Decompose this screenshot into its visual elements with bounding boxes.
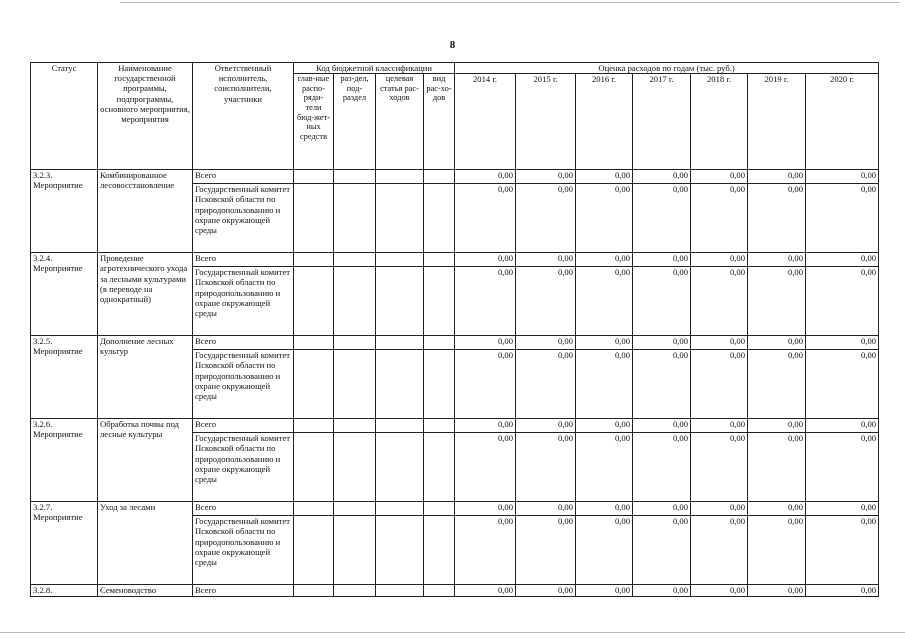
- header-status: Статус: [31, 63, 98, 170]
- value-cell: 0,00: [455, 170, 516, 184]
- value-cell: 0,00: [691, 419, 748, 433]
- value-cell: 0,00: [633, 184, 691, 253]
- table-row: [31, 170, 879, 184]
- value-cell: 0,00: [806, 350, 879, 419]
- value-cell: 0,00: [691, 170, 748, 184]
- code-cell: [424, 502, 455, 516]
- header-name: Наименование государственной программы, подпрограммы, основного мероприятия, мероприятия: [98, 63, 193, 170]
- page-number: 8: [449, 39, 456, 51]
- budget-table: [30, 62, 879, 597]
- code-cell: [424, 267, 455, 336]
- row-total-label: Всего: [193, 170, 294, 184]
- header-year: 2020 г.: [806, 74, 879, 170]
- value-cell: 0,00: [633, 267, 691, 336]
- row-total-label: Всего: [193, 419, 294, 433]
- value-cell: 0,00: [691, 516, 748, 585]
- code-cell: [294, 502, 334, 516]
- value-cell: 0,00: [516, 336, 576, 350]
- value-cell: 0,00: [633, 419, 691, 433]
- code-cell: [424, 433, 455, 502]
- scan-edge-line: [120, 2, 900, 3]
- value-cell: 0,00: [576, 184, 633, 253]
- table-row: [31, 419, 879, 433]
- value-cell: 0,00: [633, 433, 691, 502]
- value-cell: 0,00: [576, 516, 633, 585]
- code-cell: [334, 516, 376, 585]
- value-cell: 0,00: [806, 267, 879, 336]
- value-cell: 0,00: [576, 267, 633, 336]
- value-cell: 0,00: [748, 585, 806, 597]
- value-cell: 0,00: [576, 350, 633, 419]
- value-cell: 0,00: [516, 350, 576, 419]
- code-cell: [294, 336, 334, 350]
- value-cell: 0,00: [516, 585, 576, 597]
- header-year: 2017 г.: [633, 74, 691, 170]
- code-cell: [334, 253, 376, 267]
- value-cell: 0,00: [748, 433, 806, 502]
- code-cell: [294, 433, 334, 502]
- value-cell: 0,00: [516, 433, 576, 502]
- value-cell: 0,00: [516, 419, 576, 433]
- value-cell: 0,00: [806, 433, 879, 502]
- value-cell: 0,00: [455, 253, 516, 267]
- code-cell: [376, 253, 424, 267]
- code-cell: [376, 350, 424, 419]
- value-cell: 0,00: [806, 502, 879, 516]
- header-code-col: раз-дел, под-раздел: [334, 74, 376, 170]
- header-year: 2018 г.: [691, 74, 748, 170]
- header-responsible: Ответственный исполнитель, соисполнители, участники: [193, 63, 294, 170]
- code-cell: [334, 350, 376, 419]
- value-cell: 0,00: [633, 170, 691, 184]
- code-cell: [294, 350, 334, 419]
- value-cell: 0,00: [576, 253, 633, 267]
- value-cell: 0,00: [576, 502, 633, 516]
- value-cell: 0,00: [691, 253, 748, 267]
- row-total-label: Всего: [193, 502, 294, 516]
- value-cell: 0,00: [748, 336, 806, 350]
- value-cell: 0,00: [455, 585, 516, 597]
- code-cell: [294, 253, 334, 267]
- header-year: 2019 г.: [748, 74, 806, 170]
- header-year: 2016 г.: [576, 74, 633, 170]
- table-row: [31, 585, 879, 597]
- code-cell: [376, 585, 424, 597]
- code-cell: [294, 170, 334, 184]
- header-year: 2015 г.: [516, 74, 576, 170]
- code-cell: [294, 419, 334, 433]
- value-cell: 0,00: [516, 170, 576, 184]
- value-cell: 0,00: [633, 350, 691, 419]
- scan-edge-line: [0, 632, 905, 633]
- value-cell: 0,00: [691, 267, 748, 336]
- code-cell: [376, 184, 424, 253]
- value-cell: 0,00: [455, 350, 516, 419]
- code-cell: [376, 170, 424, 184]
- row-status: 3.2.5. Мероприятие: [31, 336, 98, 419]
- code-cell: [294, 184, 334, 253]
- code-cell: [334, 336, 376, 350]
- value-cell: 0,00: [633, 253, 691, 267]
- value-cell: 0,00: [455, 516, 516, 585]
- value-cell: 0,00: [748, 502, 806, 516]
- row-total-label: Всего: [193, 336, 294, 350]
- row-status: 3.2.6. Мероприятие: [31, 419, 98, 502]
- code-cell: [424, 184, 455, 253]
- code-cell: [334, 585, 376, 597]
- value-cell: 0,00: [748, 516, 806, 585]
- code-cell: [424, 419, 455, 433]
- row-responsible: Государственный комитет Псковской области по природопользованию и охране окружающей среды: [193, 350, 294, 419]
- code-cell: [376, 433, 424, 502]
- row-responsible: Государственный комитет Псковской области по природопользованию и охране окружающей среды: [193, 433, 294, 502]
- code-cell: [294, 585, 334, 597]
- value-cell: 0,00: [455, 336, 516, 350]
- row-total-label: Всего: [193, 585, 294, 597]
- code-cell: [376, 516, 424, 585]
- value-cell: 0,00: [691, 184, 748, 253]
- value-cell: 0,00: [455, 433, 516, 502]
- header-expenses: Оценка расходов по годам (тыс. руб.): [455, 63, 879, 74]
- row-name: Проведение агротехнического ухода за лесными культурами (в переводе на однократный): [98, 253, 193, 336]
- row-status: 3.2.4. Мероприятие: [31, 253, 98, 336]
- value-cell: 0,00: [516, 184, 576, 253]
- row-name: Обработка почвы под лесные культуры: [98, 419, 193, 502]
- value-cell: 0,00: [806, 253, 879, 267]
- code-cell: [376, 267, 424, 336]
- code-cell: [424, 253, 455, 267]
- value-cell: 0,00: [748, 419, 806, 433]
- row-name: Дополнение лесных культур: [98, 336, 193, 419]
- value-cell: 0,00: [748, 170, 806, 184]
- code-cell: [294, 516, 334, 585]
- code-cell: [424, 350, 455, 419]
- value-cell: 0,00: [691, 585, 748, 597]
- row-name: Семеноводство: [98, 585, 193, 597]
- header-budget-code: Код бюджетной классификации: [294, 63, 455, 74]
- value-cell: 0,00: [455, 502, 516, 516]
- value-cell: 0,00: [455, 419, 516, 433]
- code-cell: [334, 170, 376, 184]
- table-row: [31, 336, 879, 350]
- value-cell: 0,00: [576, 336, 633, 350]
- code-cell: [334, 419, 376, 433]
- value-cell: 0,00: [455, 267, 516, 336]
- code-cell: [424, 170, 455, 184]
- value-cell: 0,00: [576, 433, 633, 502]
- value-cell: 0,00: [691, 502, 748, 516]
- header-year: 2014 г.: [455, 74, 516, 170]
- header-code-col: вид рас-хо-дов: [424, 74, 455, 170]
- value-cell: 0,00: [633, 585, 691, 597]
- value-cell: 0,00: [516, 253, 576, 267]
- value-cell: 0,00: [455, 184, 516, 253]
- code-cell: [294, 267, 334, 336]
- code-cell: [334, 502, 376, 516]
- value-cell: 0,00: [806, 585, 879, 597]
- value-cell: 0,00: [633, 516, 691, 585]
- value-cell: 0,00: [691, 336, 748, 350]
- value-cell: 0,00: [516, 267, 576, 336]
- header-code-col: целевая статья рас-ходов: [376, 74, 424, 170]
- table-row: [31, 253, 879, 267]
- row-total-label: Всего: [193, 253, 294, 267]
- value-cell: 0,00: [516, 516, 576, 585]
- value-cell: 0,00: [748, 267, 806, 336]
- value-cell: 0,00: [806, 419, 879, 433]
- code-cell: [376, 419, 424, 433]
- row-responsible: Государственный комитет Псковской области по природопользованию и охране окружающей среды: [193, 267, 294, 336]
- code-cell: [376, 502, 424, 516]
- value-cell: 0,00: [748, 184, 806, 253]
- row-name: Уход за лесами: [98, 502, 193, 585]
- code-cell: [424, 516, 455, 585]
- row-status: 3.2.3. Мероприятие: [31, 170, 98, 253]
- code-cell: [334, 184, 376, 253]
- value-cell: 0,00: [633, 336, 691, 350]
- value-cell: 0,00: [806, 170, 879, 184]
- row-status: 3.2.8.: [31, 585, 98, 597]
- row-status: 3.2.7. Мероприятие: [31, 502, 98, 585]
- value-cell: 0,00: [691, 350, 748, 419]
- value-cell: 0,00: [576, 170, 633, 184]
- code-cell: [424, 336, 455, 350]
- code-cell: [334, 433, 376, 502]
- code-cell: [376, 336, 424, 350]
- row-name: Комбинированное лесовосстановление: [98, 170, 193, 253]
- value-cell: 0,00: [806, 184, 879, 253]
- code-cell: [334, 267, 376, 336]
- value-cell: 0,00: [576, 419, 633, 433]
- header-code-col: глав-ные распо-ряди-тели бюд-жет-ных средств: [294, 74, 334, 170]
- table-body: [31, 170, 879, 597]
- row-responsible: Государственный комитет Псковской области по природопользованию и охране окружающей среды: [193, 516, 294, 585]
- code-cell: [424, 585, 455, 597]
- value-cell: 0,00: [748, 253, 806, 267]
- value-cell: 0,00: [633, 502, 691, 516]
- value-cell: 0,00: [516, 502, 576, 516]
- row-responsible: Государственный комитет Псковской области по природопользованию и охране окружающей среды: [193, 184, 294, 253]
- value-cell: 0,00: [748, 350, 806, 419]
- value-cell: 0,00: [691, 433, 748, 502]
- value-cell: 0,00: [806, 336, 879, 350]
- value-cell: 0,00: [806, 516, 879, 585]
- table-row: [31, 502, 879, 516]
- value-cell: 0,00: [576, 585, 633, 597]
